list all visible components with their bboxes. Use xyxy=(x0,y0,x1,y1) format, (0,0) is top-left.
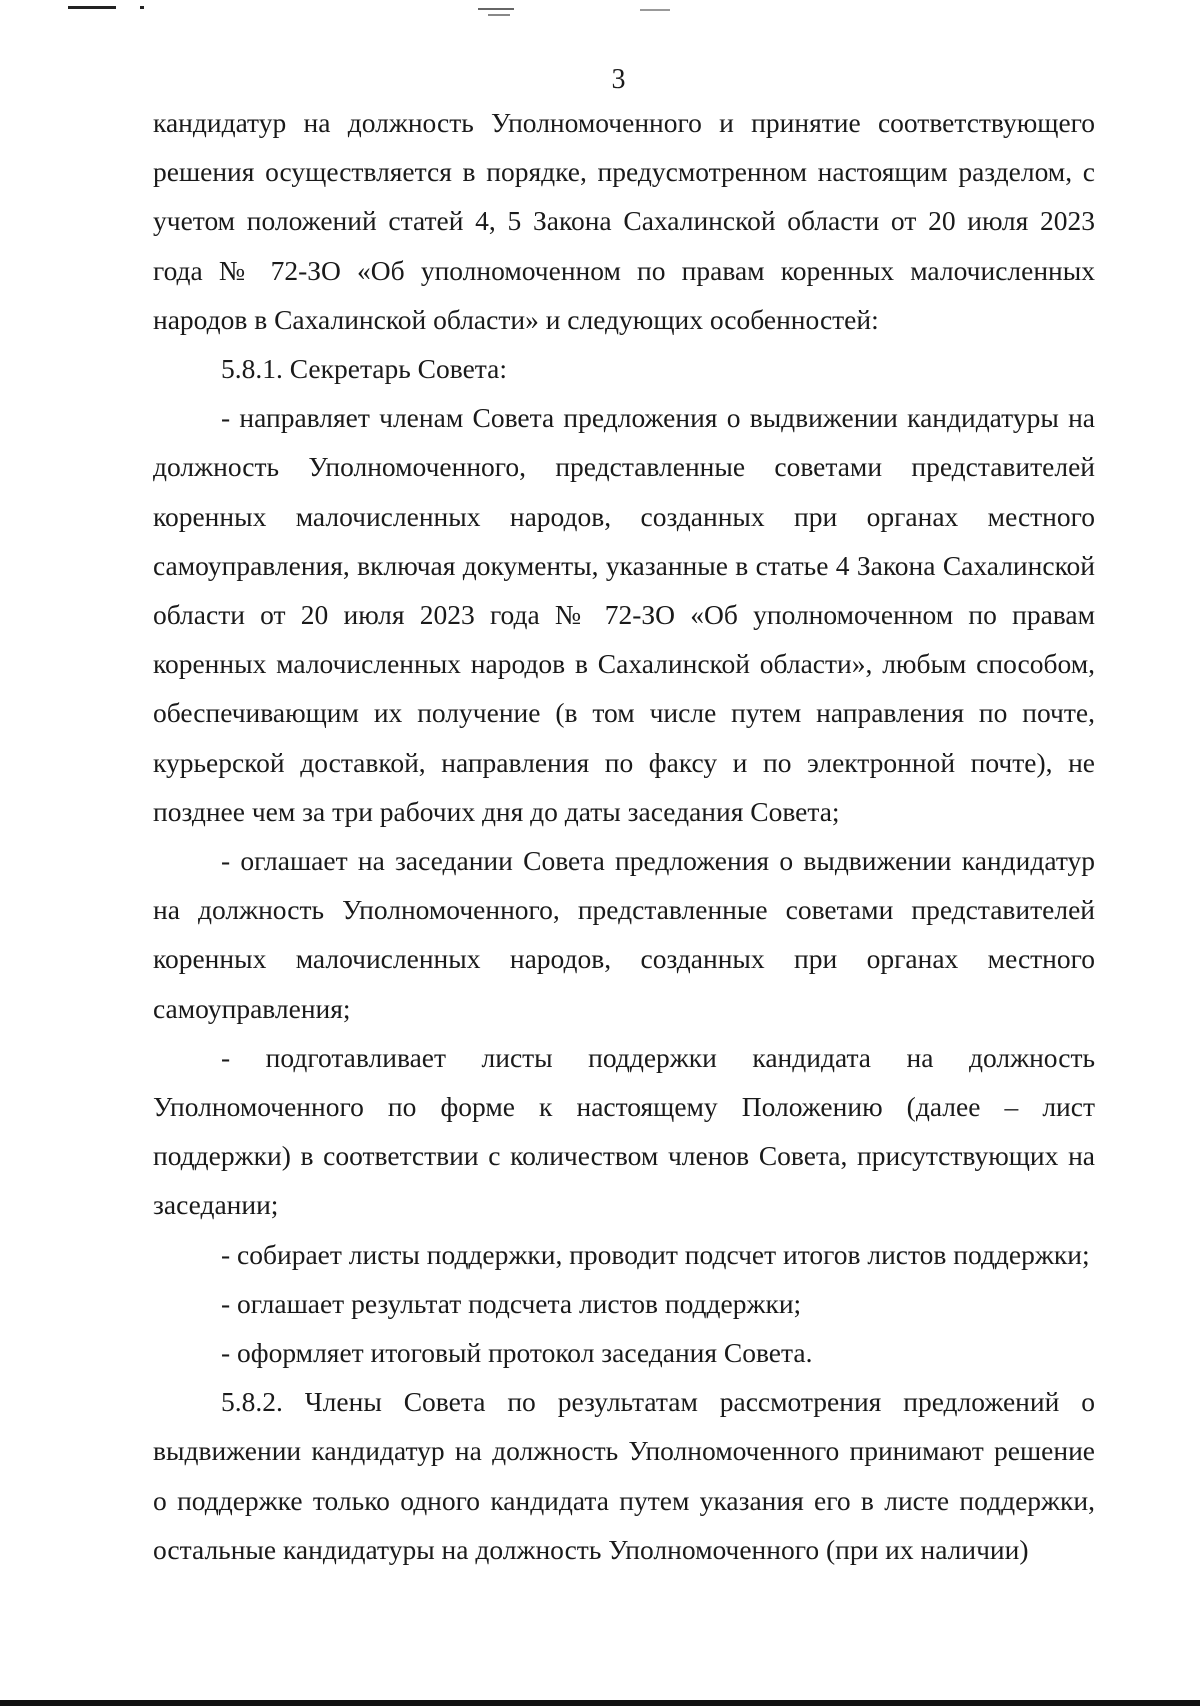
page-number: 3 xyxy=(611,64,626,95)
paragraph-item-announces-proposals: - оглашает на заседании Совета предложения о выдвижении кандидатур на должность Уполномоченного, представленные советами представителей коренных малочисленных народов, созданных при органах местного самоуправления; xyxy=(153,845,1095,1024)
paragraph-5-8-1-heading: 5.8.1. Секретарь Совета: xyxy=(221,353,507,385)
paragraph-item-draws-protocol: - оформляет итоговый протокол заседания Совета. xyxy=(221,1337,813,1369)
paragraph-5-8-2: 5.8.2. Члены Совета по результатам рассмотрения предложений о выдвижении кандидатур на должность Уполномоченного принимают решение о поддержке только одного кандидата путем указания его в листе поддержки, остальные кандидатуры на должность Уполномоченного (при их наличии) xyxy=(153,1386,1095,1565)
scan-artifact-top-dot xyxy=(140,6,144,9)
paragraph-item-announces-result: - оглашает результат подсчета листов поддержки; xyxy=(221,1287,802,1319)
scan-bottom-edge xyxy=(0,1700,1200,1706)
paragraph-item-collects-sheets: - собирает листы поддержки, проводит подсчет итогов листов поддержки; xyxy=(221,1238,1090,1270)
paragraph-item-prepares-sheets: - подготавливает листы поддержки кандидата на должность Уполномоченного по форме к настоящему Положению (далее – лист поддержки) в соответствии с количеством членов Совета, присутствующих на заседании; xyxy=(153,1041,1095,1221)
scan-artifact-top-left xyxy=(68,6,116,9)
document-body xyxy=(153,98,1095,1574)
scan-artifact-top-right xyxy=(640,9,670,11)
paragraph-continuation: кандидатур на должность Уполномоченного и принятие соответствующего решения осуществляется в порядке, предусмотренном настоящим разделом, с учетом положений статей 4, 5 Закона Сахалинской области от 20 июля 2023 года № 72-ЗО «Об уполномоченном по правам коренных малочисленных народов в Сахалинской области» и следующих особенностей: xyxy=(153,107,1095,335)
paragraph-item-sends-proposals: - направляет членам Совета предложения о выдвижении кандидатуры на должность Уполномоченного, представленные советами представителей коренных малочисленных народов, созданных при органах местного самоуправления, включая документы, указанные в статье 4 Закона Сахалинской области от 20 июля 2023 года № 72-ЗО «Об уполномоченном по правам коренных малочисленных народов в Сахалинской области», любым способом, обеспечивающим их получение (в том числе путем направления по почте, курьерской доставкой, направления по факсу и по электронной почте), не позднее чем за три рабочих дня до даты заседания Совета; xyxy=(153,402,1095,827)
scan-artifact-top-center-2 xyxy=(488,14,510,16)
scan-artifact-top-center xyxy=(478,8,514,10)
